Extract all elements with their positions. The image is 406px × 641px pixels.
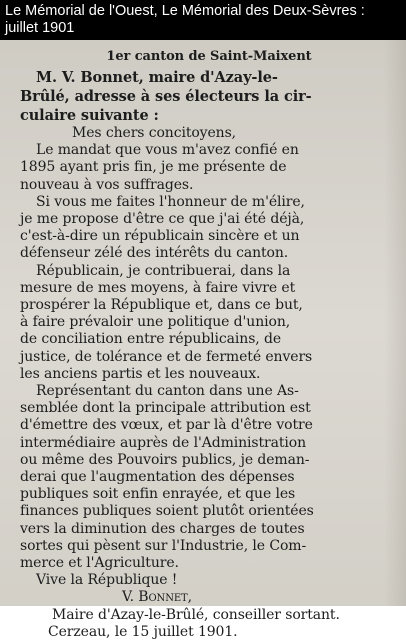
- body-line: intermédiaire auprès de l'Administration: [20, 434, 307, 451]
- body-line: justice, de tolérance et de fermeté envers: [20, 348, 313, 365]
- body-line: je me propose d'être ce que j'ai été déjà,: [20, 211, 305, 228]
- body-line: vers la diminution des charges de toutes: [20, 520, 305, 537]
- body-line: publiques soit enfin enrayée, et que les: [20, 486, 296, 503]
- body-line: Représentant du canton dans une As-: [36, 383, 299, 400]
- header-title-line-1: Le Mémorial de l'Ouest, Le Mémorial des Deux-Sèvres :: [5, 3, 365, 19]
- body-line: 1895 ayant pris fin, je me présente de: [20, 159, 287, 176]
- body-line: derai que l'augmentation des dépenses: [20, 469, 295, 486]
- header-title-line-2: juillet 1901: [5, 20, 75, 36]
- intro-line: culaire suivante :: [20, 107, 159, 124]
- intro-line: M. V. Bonnet, maire d'Azay-le-: [36, 69, 278, 86]
- article: [20, 48, 390, 641]
- body-line: Si vous me faites l'honneur de m'élire,: [36, 193, 305, 210]
- body-line: merce et l'Agriculture.: [20, 555, 179, 572]
- body-line: c'est-à-dire un républicain sincère et un: [20, 228, 300, 245]
- page-header: [0, 0, 406, 40]
- closing-salutation: Vive la République !: [36, 572, 178, 589]
- body-line: de conciliation entre républicains, de: [20, 331, 282, 348]
- body-line: les anciens partis et les nouveaux.: [20, 365, 261, 382]
- article-intro: [20, 68, 390, 125]
- body-line: mesure de mes moyens, à faire vivre et: [20, 279, 296, 296]
- body-line: nouveau à vos suffrages.: [20, 176, 194, 193]
- article-body: [20, 125, 390, 641]
- body-line: semblée dont la principale attribution est: [20, 400, 311, 417]
- body-line: prospérer la République et, dans ce but,: [20, 297, 303, 314]
- intro-line: Brûlé, adresse à ses électeurs la cir-: [20, 88, 312, 105]
- body-line: à faire prévaloir une politique d'union,: [20, 314, 291, 331]
- body-line: Le mandat que vous m'avez confié en: [36, 142, 299, 159]
- signature: V. Bonnet,: [122, 589, 192, 606]
- body-line: finances publiques soient plutôt orientées: [20, 503, 314, 520]
- body-line: sortes qui pèsent sur l'Industrie, le Com-: [20, 537, 307, 554]
- body-line: d'émettre des vœux, et par là d'être votre: [20, 417, 313, 434]
- page-fold-shadow: [384, 40, 406, 606]
- body-line: Républicain, je contribuerai, dans la: [36, 262, 291, 279]
- body-line: ou même des Pouvoirs publics, je deman-: [20, 451, 310, 468]
- newspaper-clipping: [0, 40, 406, 640]
- salutation: Mes chers concitoyens,: [72, 125, 237, 141]
- body-line: défenseur zélé des intérêts du canton.: [20, 245, 289, 262]
- date-line: Cerzeau, le 15 juillet 1901.: [48, 623, 238, 640]
- signatory-title: Maire d'Azay-le-Brûlé, conseiller sortant.: [52, 606, 340, 623]
- article-heading: 1er canton de Saint-Maixent: [106, 49, 312, 64]
